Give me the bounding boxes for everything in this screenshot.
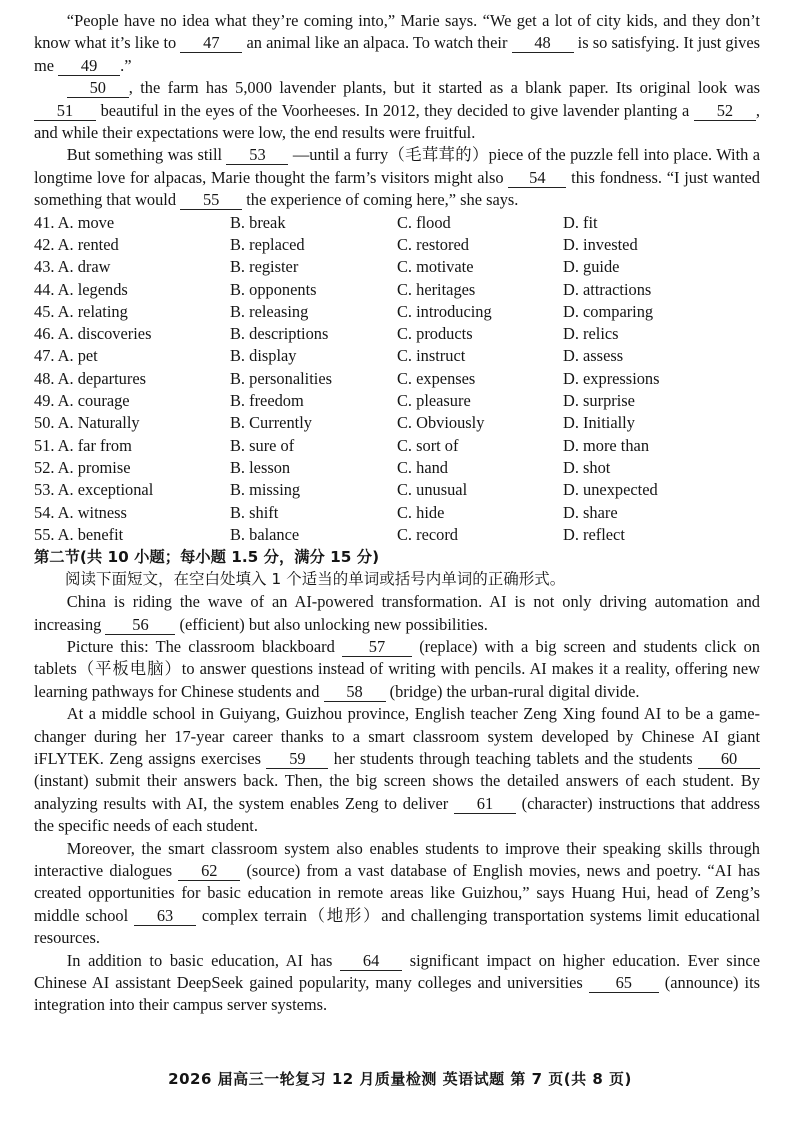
blank-61: 61 [454, 794, 516, 814]
passage-paragraph-2 [34, 77, 760, 144]
blank-47: 47 [180, 33, 242, 53]
blank-60: 60 [698, 749, 760, 769]
text: China is riding the wave of an AI-powered transformation. AI is not only driving automation and increasing [34, 592, 760, 634]
text: (efficient) but also unlocking new possibilities. [175, 614, 488, 634]
option-b: B. releasing [230, 301, 309, 321]
option-row-46 [34, 323, 760, 345]
option-row-42 [34, 234, 760, 256]
text: At a middle school in Guiyang, Guizhou province, English teacher Zeng Xing found AI to be a game-changer during her 17-year career thanks to a smart classroom system developed by Chinese AI giant iFLYTEK. Zeng assigns exercises [34, 704, 760, 768]
option-d: D. relics [563, 324, 619, 344]
option-d: D. more than [563, 435, 650, 455]
option-row-50 [34, 412, 760, 434]
text: .” [120, 55, 132, 75]
option-a: 49. A. courage [34, 391, 130, 411]
option-d: D. assess [563, 346, 624, 366]
option-c: C. unusual [397, 480, 468, 500]
text: (bridge) the urban-rural digital divide. [385, 681, 640, 701]
text: (replace) with a big screen and students click on tablets（平板电脑）to answer questions instead of writing with pencils. AI makes it a reality, offering new learning pathways for Chinese students and [34, 636, 760, 701]
option-a: 41. A. move [34, 212, 115, 232]
passage2-paragraph-1 [34, 591, 760, 636]
text: But something was still [66, 145, 227, 165]
option-c: C. hand [397, 457, 448, 477]
blank-58: 58 [324, 682, 386, 702]
text: —until a furry（毛茸茸的）piece of the puzzle fell into place. With a longtime love for alpacas, Marie thought the farm’s visitors might also [34, 145, 760, 187]
blank-57: 57 [342, 637, 412, 657]
option-d: D. attractions [563, 279, 652, 299]
text: significant impact on higher education. Ever since Chinese AI assistant DeepSeek gained popularity, many colleges and universities [34, 950, 760, 993]
option-a: 53. A. exceptional [34, 480, 154, 500]
option-b: B. personalities [230, 368, 332, 388]
option-a: 46. A. discoveries [34, 324, 152, 344]
text: (source) from a vast database of English movies, news and poetry. “AI has created opportunities for basic education in remote areas like Guizhou,” says Huang Hui, head of Zeng’s middle school [34, 860, 760, 925]
section-instruction: 阅读下面短文，在空白处填入 1 个适当的单词或括号内单词的正确形式。 [65, 570, 566, 589]
option-b: B. freedom [230, 391, 304, 411]
option-c: C. sort of [397, 435, 459, 455]
option-c: C. hide [397, 502, 445, 522]
text: In addition to basic education, AI has [66, 950, 341, 970]
option-b: B. opponents [230, 279, 317, 299]
text: (character) instructions that address the specific needs of each student. [34, 793, 760, 836]
option-a: 44. A. legends [34, 279, 128, 299]
blank-51: 51 [34, 101, 96, 121]
option-row-54 [34, 502, 760, 524]
blank-56: 56 [105, 615, 175, 635]
option-c: C. record [397, 524, 458, 544]
section-heading: 第二节(共 10 小题；每小题 1.5 分，满分 15 分) [34, 548, 380, 567]
blank-64: 64 [340, 951, 402, 971]
option-row-49 [34, 390, 760, 412]
option-d: D. shot [563, 457, 611, 477]
page-footer: 2026 届高三一轮复习 12 月质量检测 英语试题 第 7 页(共 8 页) [168, 1070, 632, 1088]
option-c: C. instruct [397, 346, 466, 366]
option-row-51 [34, 435, 760, 457]
blank-52: 52 [694, 101, 756, 121]
option-d: D. fit [563, 212, 598, 232]
option-c: C. flood [397, 212, 451, 232]
text: beautiful in the eyes of the Voorheeses. In 2012, they decided to give lavender planting a [96, 100, 694, 120]
option-a: 52. A. promise [34, 457, 131, 477]
option-row-47 [34, 345, 760, 367]
option-c: C. Obviously [397, 413, 485, 433]
blank-49: 49 [58, 56, 120, 76]
option-a: 47. A. pet [34, 346, 98, 366]
option-row-48 [34, 368, 760, 390]
option-c: C. expenses [397, 368, 476, 388]
text: an animal like an alpaca. To watch their [242, 33, 512, 53]
option-d: D. invested [563, 234, 638, 254]
option-row-44 [34, 279, 760, 301]
text: “People have no idea what they’re coming into,” Marie says. “We get a lot of city kids, and they don’t know what it’s like to [34, 11, 760, 53]
passage2-paragraph-5 [34, 950, 760, 1017]
option-d: D. reflect [563, 524, 625, 544]
option-d: D. expressions [563, 368, 660, 388]
option-d: D. Initially [563, 413, 635, 433]
option-c: C. motivate [397, 257, 474, 277]
option-a: 54. A. witness [34, 502, 127, 522]
option-d: D. share [563, 502, 618, 522]
text: (instant) submit their answers back. Then, the big screen shows the detailed answers of each student. By analyzing results with AI, the system enables Zeng to deliver [34, 771, 760, 813]
option-b: B. missing [230, 480, 301, 500]
option-b: B. replaced [230, 234, 305, 254]
blank-54: 54 [508, 168, 566, 188]
option-b: B. display [230, 346, 297, 366]
option-b: B. Currently [230, 413, 312, 433]
blank-48: 48 [512, 33, 574, 53]
text: this fondness. “I just wanted something that would [34, 167, 760, 210]
text: is so satisfying. It just gives me [34, 33, 760, 75]
passage-paragraph-1 [34, 10, 760, 77]
text: complex terrain（地形）and challenging transportation systems limit educational resources. [34, 905, 760, 948]
option-a: 48. A. departures [34, 368, 146, 388]
option-a: 50. A. Naturally [34, 413, 140, 433]
blank-55: 55 [180, 190, 242, 210]
option-d: D. guide [563, 257, 620, 277]
option-b: B. break [230, 212, 286, 232]
option-row-45 [34, 301, 760, 323]
blank-53: 53 [226, 145, 288, 165]
blank-63: 63 [134, 906, 196, 926]
blank-59: 59 [266, 749, 328, 769]
option-row-52 [34, 457, 760, 479]
text: Moreover, the smart classroom system also enables students to improve their speaking skills through interactive dialogues [34, 838, 760, 880]
option-a: 51. A. far from [34, 435, 132, 455]
text: the experience of coming here,” she says. [242, 190, 519, 210]
exam-page [34, 10, 760, 1017]
passage2-paragraph-3 [34, 703, 760, 837]
option-b: B. balance [230, 524, 300, 544]
text: Picture this: The classroom blackboard [66, 636, 342, 656]
option-row-53 [34, 479, 760, 501]
option-c: C. pleasure [397, 391, 471, 411]
option-c: C. introducing [397, 301, 492, 321]
text: , and while their expectations were low, the end results were fruitful. [34, 100, 760, 143]
text: her students through teaching tablets and the students [328, 748, 699, 768]
text: (announce) its integration into their campus server systems. [34, 973, 760, 1015]
option-b: B. shift [230, 502, 279, 522]
options-table [34, 212, 760, 546]
option-row-43 [34, 256, 760, 278]
passage2-paragraph-2 [34, 636, 760, 703]
option-a: 55. A. benefit [34, 524, 124, 544]
option-d: D. unexpected [563, 480, 658, 500]
blank-50: 50 [67, 78, 129, 98]
blank-62: 62 [178, 861, 240, 881]
passage-paragraph-3 [34, 144, 760, 211]
blank-65: 65 [589, 973, 659, 993]
text: , the farm has 5,000 lavender plants, but it started as a blank paper. Its original look was [128, 78, 760, 98]
passage2-paragraph-4 [34, 838, 760, 950]
option-b: B. sure of [230, 435, 295, 455]
option-b: B. register [230, 257, 299, 277]
option-a: 42. A. rented [34, 234, 119, 254]
option-a: 45. A. relating [34, 301, 128, 321]
option-a: 43. A. draw [34, 257, 111, 277]
option-c: C. restored [397, 234, 469, 254]
option-d: D. comparing [563, 301, 654, 321]
option-b: B. descriptions [230, 324, 329, 344]
option-row-41 [34, 212, 760, 234]
option-d: D. surprise [563, 391, 635, 411]
option-b: B. lesson [230, 457, 291, 477]
option-row-55 [34, 524, 760, 546]
option-c: C. products [397, 324, 473, 344]
option-c: C. heritages [397, 279, 476, 299]
